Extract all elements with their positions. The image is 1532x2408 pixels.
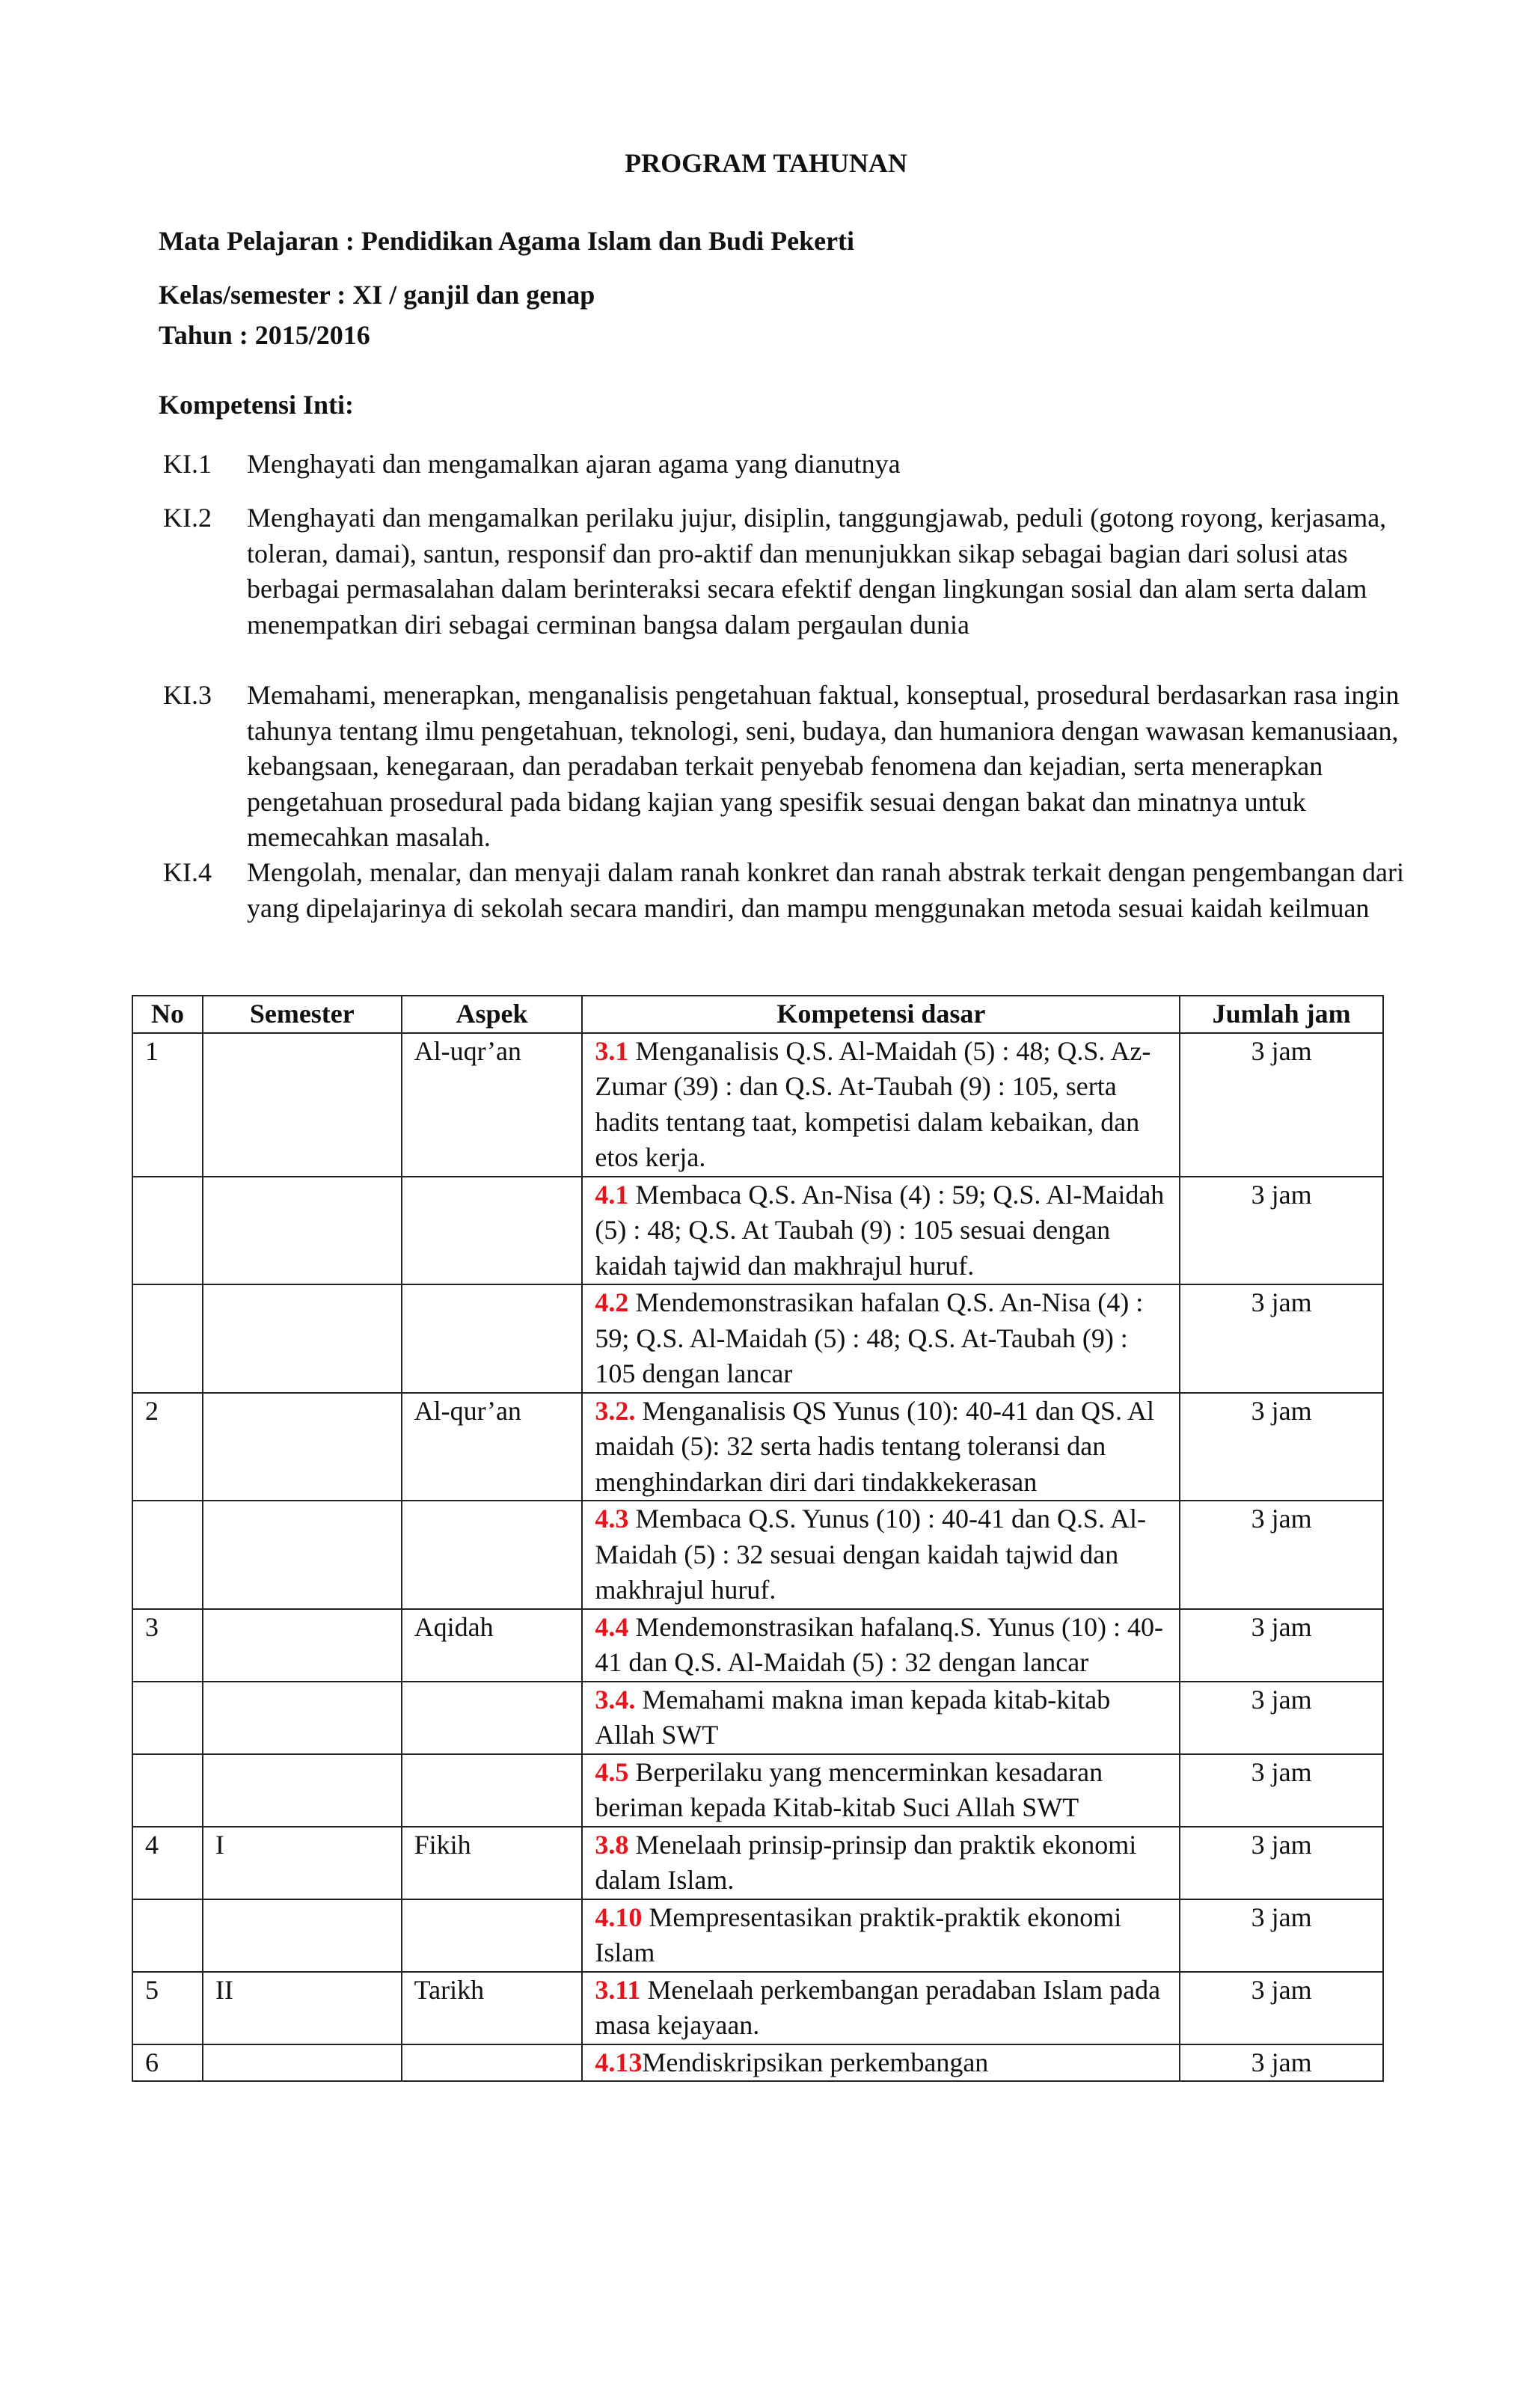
cell-no: 2 (132, 1393, 203, 1501)
kd-description: Menelaah prinsip-prinsip dan praktik ekonomi dalam Islam. (595, 1829, 1137, 1895)
cell-semester (203, 1899, 402, 1972)
header-kompetensi-dasar: Kompetensi dasar (582, 996, 1180, 1033)
page-title: PROGRAM TAHUNAN (625, 148, 907, 178)
cell-semester (203, 1682, 402, 1754)
cell-jumlah-jam: 3 jam (1180, 2044, 1383, 2082)
kd-number: 4.1 (595, 1179, 629, 1210)
kd-number: 3.1 (595, 1035, 629, 1066)
kd-description: Mendemonstrasikan hafalan Q.S. An-Nisa (4) : 59; Q.S. Al-Maidah (5) : 48; Q.S. At-Taubah (9) : 105 dengan lancar (595, 1287, 1144, 1388)
table-row (132, 1827, 1383, 1899)
cell-aspek (402, 2044, 583, 2082)
cell-no (132, 1284, 203, 1393)
cell-semester (203, 1033, 402, 1177)
ki-item (163, 678, 1450, 856)
cell-semester (203, 1501, 402, 1609)
kelas-semester: Kelas/semester : XI / ganjil dan genap (159, 280, 595, 310)
ki-code: KI.2 (163, 503, 212, 533)
table-header-row (132, 996, 1383, 1033)
cell-kompetensi-dasar (582, 1972, 1180, 2044)
kompetensi-inti-heading: Kompetensi Inti: (159, 390, 354, 420)
header-semester: Semester (203, 996, 402, 1033)
cell-semester (203, 1754, 402, 1827)
kompetensi-dasar-table (132, 995, 1384, 2082)
kd-number: 4.5 (595, 1756, 629, 1787)
header-no: No (132, 996, 203, 1033)
kd-number: 4.2 (595, 1287, 629, 1317)
cell-semester (203, 1393, 402, 1501)
cell-jumlah-jam: 3 jam (1180, 1393, 1383, 1501)
header-aspek: Aspek (402, 996, 583, 1033)
cell-no (132, 1177, 203, 1285)
cell-jumlah-jam: 3 jam (1180, 1972, 1383, 2044)
table-row (132, 1899, 1383, 1972)
cell-aspek (402, 1177, 583, 1285)
cell-aspek: Fikih (402, 1827, 583, 1899)
ki-text: Menghayati dan mengamalkan perilaku jujur, disiplin, tanggungjawab, peduli (gotong royong, kerjasama, toleran, damai), santun, responsif dan pro-aktif dan menunjukkan sikap sebagai bagian dari solusi atas berbagai permasalahan dalam berinteraksi secara efektif dengan lingkungan sosial dan alam serta dalam menempatkan diri sebagai cerminan bangsa dalam pergaulan dunia (247, 503, 1387, 640)
cell-jumlah-jam: 3 jam (1180, 1682, 1383, 1754)
ki-code: KI.3 (163, 680, 212, 710)
cell-aspek: Al-qur’an (402, 1393, 583, 1501)
cell-aspek (402, 1754, 583, 1827)
cell-no: 1 (132, 1033, 203, 1177)
kd-description: Menganalisis Q.S. Al-Maidah (5) : 48; Q.S. Az-Zumar (39) : dan Q.S. At-Taubah (9) : 105, serta hadits tentang taat, kompetisi dalam kebaikan, dan etos kerja. (595, 1035, 1151, 1172)
cell-jumlah-jam: 3 jam (1180, 1501, 1383, 1609)
cell-kompetensi-dasar (582, 1284, 1180, 1393)
kd-description: Memahami makna iman kepada kitab-kitab Allah SWT (595, 1684, 1111, 1750)
cell-aspek: Al-uqr’an (402, 1033, 583, 1177)
kd-number: 3.8 (595, 1829, 629, 1860)
table-row (132, 1754, 1383, 1827)
mata-pelajaran: Mata Pelajaran : Pendidikan Agama Islam dan Budi Pekerti (159, 226, 855, 256)
ki-item (163, 855, 1450, 926)
cell-semester (203, 1177, 402, 1285)
header-jumlah-jam: Jumlah jam (1180, 996, 1383, 1033)
cell-kompetensi-dasar (582, 1754, 1180, 1827)
cell-semester (203, 1284, 402, 1393)
ki-code: KI.4 (163, 857, 212, 887)
cell-no (132, 1754, 203, 1827)
cell-jumlah-jam: 3 jam (1180, 1899, 1383, 1972)
ki-item (163, 500, 1450, 643)
table-row (132, 1682, 1383, 1754)
cell-no: 5 (132, 1972, 203, 2044)
table-row (132, 1609, 1383, 1682)
ki-text: Memahami, menerapkan, menganalisis pengetahuan faktual, konseptual, prosedural berdasarkan rasa ingin tahunya tentang ilmu pengetahuan, teknologi, seni, budaya, dan humaniora dengan wawasan kemanusiaan, kebangsaan, kenegaraan, dan peradaban terkait penyebab fenomena dan kejadian, serta menerapkan pengetahuan prosedural pada bidang kajian yang spesifik sesuai dengan bakat dan minatnya untuk memecahkan masalah. (247, 680, 1400, 852)
kd-description: Menganalisis QS Yunus (10): 40-41 dan QS. Al maidah (5): 32 serta hadis tentang toleransi dan menghindarkan diri dari tindakkekerasan (595, 1395, 1155, 1497)
kd-description: Berperilaku yang mencerminkan kesadaran beriman kepada Kitab-kitab Suci Allah SWT (595, 1756, 1103, 1822)
cell-jumlah-jam: 3 jam (1180, 1284, 1383, 1393)
cell-kompetensi-dasar (582, 1501, 1180, 1609)
cell-kompetensi-dasar (582, 1827, 1180, 1899)
kd-description: Mendemonstrasikan hafalanq.S. Yunus (10) : 40-41 dan Q.S. Al-Maidah (5) : 32 dengan lancar (595, 1611, 1163, 1677)
kd-description: Mendiskripsikan perkembangan (642, 2047, 989, 2077)
cell-aspek (402, 1899, 583, 1972)
cell-no (132, 1501, 203, 1609)
cell-semester: II (203, 1972, 402, 2044)
cell-jumlah-jam: 3 jam (1180, 1754, 1383, 1827)
kd-number: 4.4 (595, 1611, 629, 1642)
cell-no (132, 1899, 203, 1972)
table-row (132, 1177, 1383, 1285)
table-row (132, 1972, 1383, 2044)
ki-item (163, 447, 1450, 482)
cell-aspek: Aqidah (402, 1609, 583, 1682)
kd-number: 4.3 (595, 1504, 629, 1534)
cell-kompetensi-dasar (582, 1177, 1180, 1285)
cell-kompetensi-dasar (582, 1033, 1180, 1177)
cell-kompetensi-dasar (582, 1899, 1180, 1972)
kd-number: 3.2. (595, 1395, 636, 1426)
cell-no: 3 (132, 1609, 203, 1682)
ki-text: Menghayati dan mengamalkan ajaran agama yang dianutnya (247, 449, 901, 479)
kd-description: Membaca Q.S. Yunus (10) : 40-41 dan Q.S. Al-Maidah (5) : 32 sesuai dengan kaidah tajwid dan makhrajul huruf. (595, 1504, 1146, 1605)
cell-semester (203, 2044, 402, 2082)
cell-no (132, 1682, 203, 1754)
cell-kompetensi-dasar (582, 1393, 1180, 1501)
table-row (132, 1033, 1383, 1177)
cell-aspek (402, 1682, 583, 1754)
cell-jumlah-jam: 3 jam (1180, 1033, 1383, 1177)
table-row (132, 1284, 1383, 1393)
tahun-ajaran: Tahun : 2015/2016 (159, 320, 370, 350)
kd-number: 4.13 (595, 2047, 643, 2077)
kd-number: 4.10 (595, 1902, 643, 1932)
kd-description: Mempresentasikan praktik-praktik ekonomi Islam (595, 1902, 1122, 1967)
ki-code: KI.1 (163, 449, 212, 479)
kd-description: Membaca Q.S. An-Nisa (4) : 59; Q.S. Al-Maidah (5) : 48; Q.S. At Taubah (9) : 105 sesuai dengan kaidah tajwid dan makhrajul huruf. (595, 1179, 1165, 1281)
table-row (132, 1501, 1383, 1609)
cell-kompetensi-dasar (582, 1609, 1180, 1682)
kd-number: 3.11 (595, 1974, 641, 2005)
cell-jumlah-jam: 3 jam (1180, 1609, 1383, 1682)
cell-aspek: Tarikh (402, 1972, 583, 2044)
cell-semester: I (203, 1827, 402, 1899)
table-row (132, 2044, 1383, 2082)
cell-kompetensi-dasar (582, 1682, 1180, 1754)
cell-kompetensi-dasar (582, 2044, 1180, 2082)
cell-no: 6 (132, 2044, 203, 2082)
cell-aspek (402, 1501, 583, 1609)
table-row (132, 1393, 1383, 1501)
cell-jumlah-jam: 3 jam (1180, 1827, 1383, 1899)
ki-text: Mengolah, menalar, dan menyaji dalam ranah konkret dan ranah abstrak terkait dengan pengembangan dari yang dipelajarinya di sekolah secara mandiri, dan mampu menggunakan metoda sesuai kaidah keilmuan (247, 857, 1404, 923)
cell-aspek (402, 1284, 583, 1393)
kd-number: 3.4. (595, 1684, 636, 1715)
cell-semester (203, 1609, 402, 1682)
kd-description: Menelaah perkembangan peradaban Islam pada masa kejayaan. (595, 1974, 1161, 2040)
cell-jumlah-jam: 3 jam (1180, 1177, 1383, 1285)
cell-no: 4 (132, 1827, 203, 1899)
